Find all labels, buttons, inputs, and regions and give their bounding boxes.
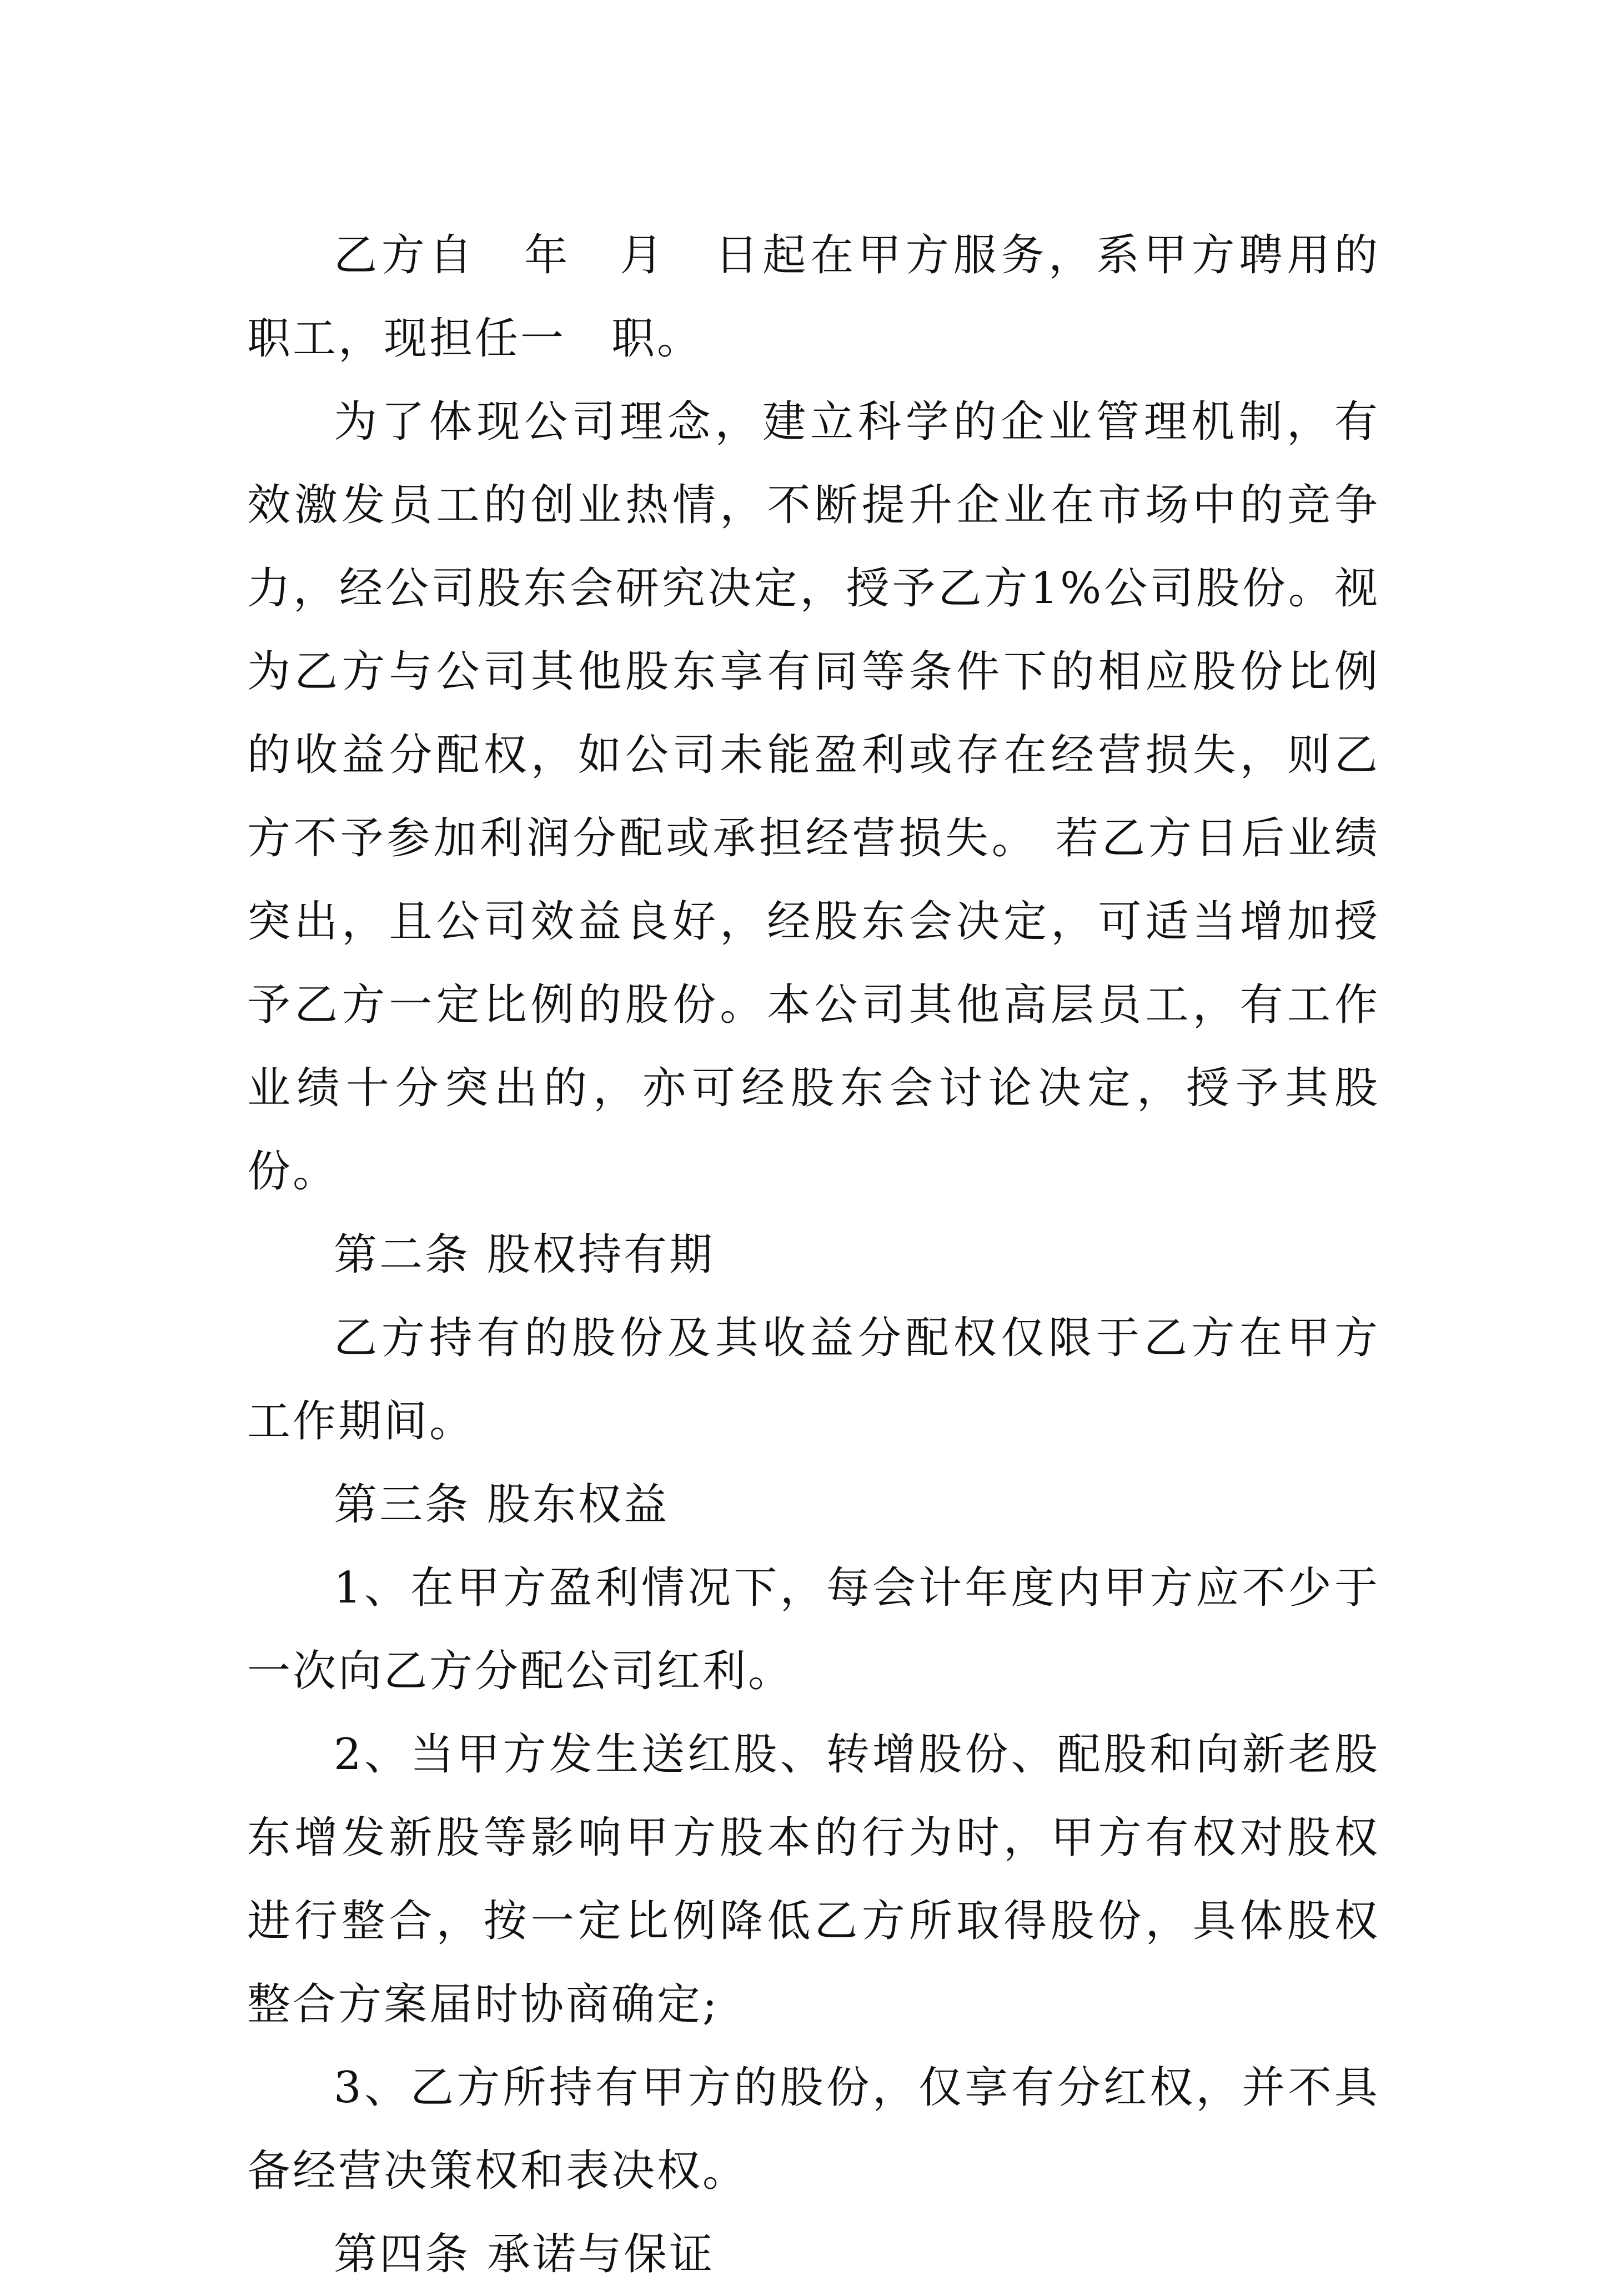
- article-3-item-3: 3、乙方所持有甲方的股份，仅享有分红权，并不具备经营决策权和表决权。: [247, 2063, 1380, 2196]
- article-4-title: 承诺与保证: [487, 2229, 715, 2279]
- article-4-number: 第四条: [334, 2229, 471, 2279]
- article-4-heading: [247, 2213, 1380, 2296]
- article-3-item-1: 1、在甲方盈利情况下，每会计年度内甲方应不少于一次向乙方分配公司红利。: [247, 1563, 1380, 1696]
- article-2-body: 乙方持有的股份及其收益分配权仅限于乙方在甲方工作期间。: [247, 1313, 1380, 1446]
- article-2-number: 第二条: [334, 1230, 471, 1280]
- article-3-item-2: 2、当甲方发生送红股、转增股份、配股和向新老股东增发新股等影响甲方股本的行为时，甲方有权对股权进行整合，按一定比例降低乙方所取得股份，具体股权整合方案届时协商确定;: [247, 1730, 1380, 2029]
- paragraph-employment: 乙方自 年 月 日起在甲方服务，系甲方聘用的职工，现担任一 职。: [247, 230, 1380, 364]
- article-3-title: 股东权益: [487, 1480, 670, 1530]
- paragraph-share-grant: 为了体现公司理念，建立科学的企业管理机制，有效激发员工的创业热情，不断提升企业在市场中的竞争力，经公司股东会研究决定，授予乙方1%公司股份。视为乙方与公司其他股东享有同等条件下的相应股份比例的收益分配权，如公司未能盈利或存在经营损失，则乙方不予参加利润分配或承担经营损失。 若乙方日后业绩突出，且公司效益良好，经股东会决定，可适当增加授予乙方一定比例的股份。本公司其他高层员工，有工作业绩十分突出的，亦可经股东会讨论决定，授予其股份。: [247, 397, 1380, 1197]
- article-3-heading: [247, 1463, 1380, 1546]
- article-2-heading: [247, 1213, 1380, 1297]
- article-3-number: 第三条: [334, 1480, 471, 1530]
- article-2-title: 股权持有期: [487, 1230, 715, 1280]
- document-body: [247, 214, 1380, 2296]
